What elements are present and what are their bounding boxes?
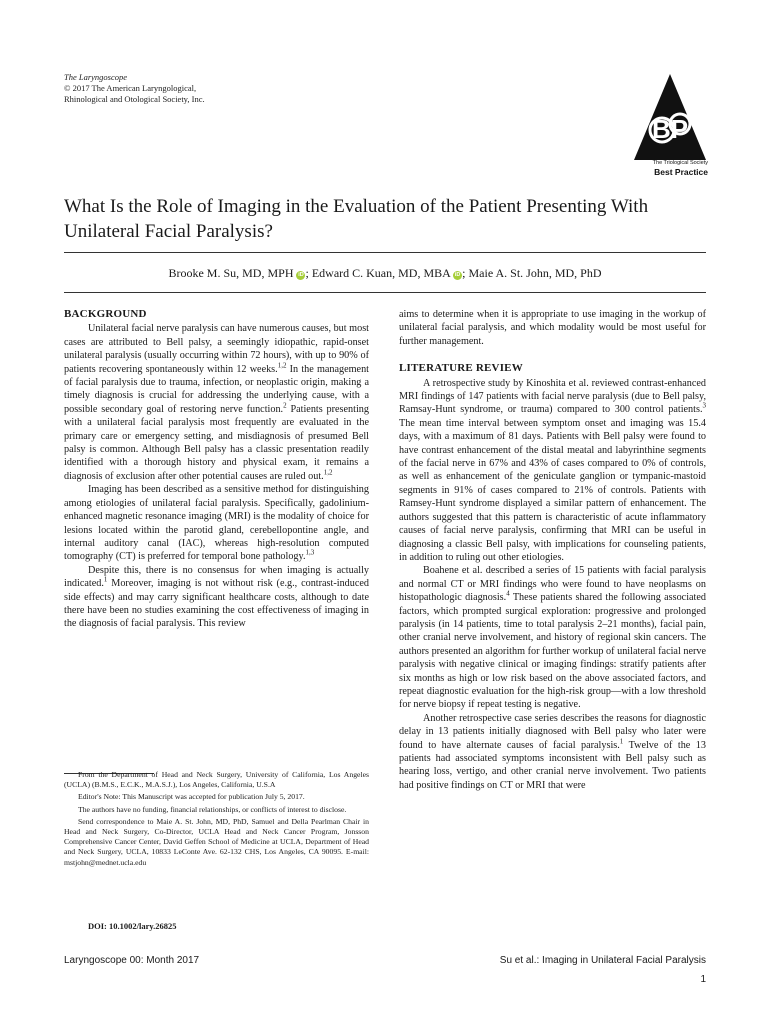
background-paragraph-4: aims to determine when it is appropriate to use imaging in the workup of unilateral facial paralysis, and which modality would be most useful for further management. (399, 309, 706, 347)
author-2: ; Edward C. Kuan, MD, MBA (305, 266, 451, 280)
correspondence-note: Send correspondence to Maie A. St. John, MD, PhD, Samuel and Della Pearlman Chair in Head and Neck Surgery, Co-Director, UCLA Head and Neck Cancer Program, Jonsson Comprehensive Cancer Center, David Geffen School of Medicine at UCLA, Department of Head and Neck Surgery, UCLA, 10833 LeConte Ave. 62-132 CHS, Los Angeles, CA 90095. E-mail: mstjohn@mednet.ucla.edu (64, 816, 369, 867)
background-paragraph-2: Imaging has been described as a sensitive method for distinguishing among etiologies of unilateral facial paralysis. Specifically, gadolinium-enhanced magnetic resonance imaging (MRI) is the modality of choice for lesions located within the parotid gland, cerebellopontine angle, and internal auditory canal (IAC), whereas high-resolution computed tomography (CT) is preferred for temporal bone pathology.$^{1,3}$ (64, 484, 369, 563)
journal-name: The Laryngoscope (64, 72, 128, 82)
footer-journal: Laryngoscope 00: Month 2017 (64, 955, 200, 966)
author-1: Brooke M. Su, MD, MPH (168, 266, 294, 280)
literature-heading: LITERATURE REVIEW (399, 362, 523, 375)
background-paragraph-1: Unilateral facial nerve paralysis can have numerous causes, but most cases are attributed to Bell palsy, a seemingly idiopathic, rapid-onset unilateral paralysis (usually occurring within 72 hours), with up to 90% of patients recovering spontaneously within 12 weeks.$^{1,2}$ In the management of facial paralysis due to trauma, infection, or neoplastic origin, making a timely diagnosis is crucial for addressing the underlying cause, with a possible secondary goal of restoring nerve function.$^2$ Patients presenting with a unilateral facial paralysis most frequently are evaluated in the primary care or emergency setting, and misdiagnosis of presumed Bell palsy is common. Although Bell palsy has a classic presentation readily identified with a thorough history and physical exam, it remains a diagnosis of exclusion after other potential causes are ruled out.$^{1,2}$ (64, 323, 369, 482)
article-title: What Is the Role of Imaging in the Evaluation of the Patient Presenting With Unilateral Facial Paralysis? (64, 196, 649, 242)
background-heading: BACKGROUND (64, 308, 147, 320)
author-rule (64, 292, 706, 293)
author-line (64, 265, 706, 281)
literature-paragraph-3: Another retrospective case series describes the reasons for diagnostic delay in 13 patients initially diagnosed with Bell palsy who later were found to have alternate causes of facial paralysis.$^1$ Twelve of the 13 patients had associated symptoms inconsistent with Bell palsy such as hearing loss, vertigo, and other cranial nerve involvement. Two patients had positive findings on CT or MRI that were (399, 712, 706, 791)
orcid-icon[interactable]: iD (454, 272, 461, 278)
left-column (64, 308, 369, 631)
triangle-logo-icon (632, 72, 708, 162)
logo-society: The Triological Society (652, 160, 708, 166)
funding-note: The authors have no funding, financial relationships, or conflicts of interest to disclose. (78, 804, 347, 814)
footer-running-title: Su et al.: Imaging in Unilateral Facial Paralysis (499, 955, 706, 966)
doi[interactable]: DOI: 10.1002/lary.26825 (88, 921, 177, 931)
logo-letters: BP (651, 114, 689, 144)
logo-label: Best Practice (654, 167, 708, 177)
page-number: 1 (700, 974, 706, 985)
copyright-line-2: Rhinological and Otological Society, Inc. (64, 94, 205, 104)
best-practice-logo (632, 72, 708, 178)
literature-paragraph-1: A retrospective study by Kinoshita et al. reviewed contrast-enhanced MRI findings of 147 patients with facial nerve paralysis (due to Bell palsy, Ramsay-Hunt syndrome, or trauma) compared to 300 control patients.$^3$ The mean time interval between symptom onset and imaging was 15.4 days, with a maximum of 81 days. Patients with Bell palsy were found to have contrast enhancement of the distal meatal and labyrinthine segments of the facial nerve in 67% and 43% of cases compared to 0% of controls, as well as enhancement of the geniculate ganglion or tympanic-mastoid segments in 91% of cases compared to 21% of controls. Patients with Ramsey-Hunt syndrome displayed a similar pattern of enhancement. The authors suggested that this pattern is characteristic of acute inflammatory causes of facial nerve paralysis, confirming that MRI can be useful in diagnosing a classic Bell palsy, with implications for counseling patients, in addition to ruling out other etiologies. (399, 377, 706, 563)
title-rule (64, 252, 706, 253)
author-3: ; Maie A. St. John, MD, PhD (462, 266, 602, 280)
footnotes (64, 770, 369, 870)
copyright-line-1: © 2017 The American Laryngological, (64, 83, 197, 93)
right-column (399, 308, 706, 792)
affiliation-note: From the Department of Head and Neck Surgery, University of California, Los Angeles (UCLA) (B.M.S., E.C.K., M.A.S.J.), Los Angeles, California, U.S.A (64, 770, 369, 790)
literature-paragraph-2: Boahene et al. described a series of 15 patients with facial paralysis and normal CT or MRI findings who were found to have neoplasms on histopathologic diagnosis.$^4$ These patients shared the following associated factors, which prompted surgical exploration: progressive and prolonged paralysis (in 14 patients, time to total paralysis 2–21 months), facial pain, other cranial nerve involvement, and history of regional skin cancers. The authors presented an algorithm for further workup of unilateral facial nerve paralysis with negative clinical or imaging findings: stratify patients after six months as high or low risk based on the above associated factors, and repeat diagnostic evaluation for the high-risk group—with a low threshold for nerve biopsy if repeat testing is negative. (399, 565, 706, 711)
background-paragraph-3: Despite this, there is no consensus for when imaging is actually indicated.$^1$ Moreover, imaging is not without risk (e.g., contrast-induced side effects) and may carry significant healthcare costs, although to date there have been no studies examining the cost effectiveness of imaging in the diagnosis of facial paralysis. This review (64, 564, 369, 630)
orcid-icon[interactable]: iD (298, 272, 304, 278)
journal-info (64, 72, 205, 105)
editor-note: Editor's Note: This Manuscript was accepted for publication July 5, 2017. (78, 792, 305, 802)
